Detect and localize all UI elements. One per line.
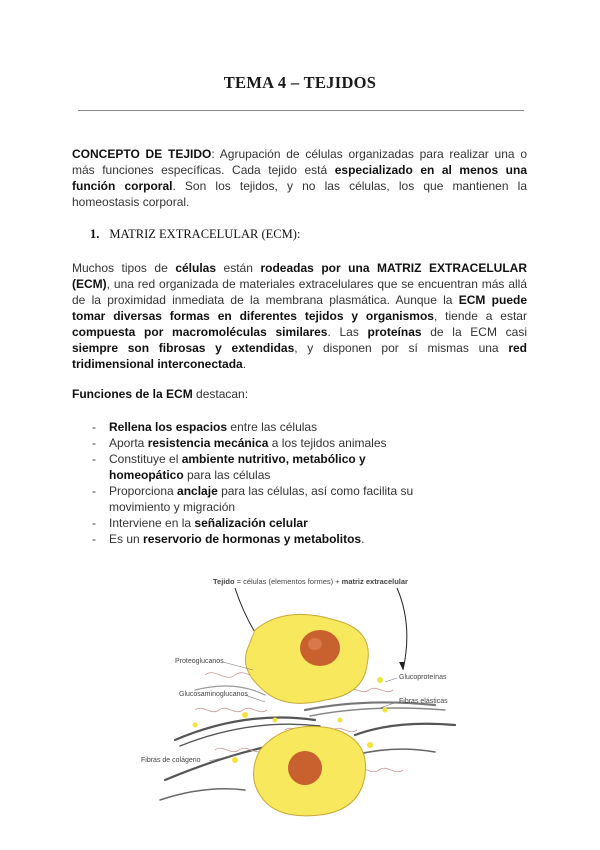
ecm-bold-2: rodeadas por una MATRIZ EXTRACELULAR (ECM) (72, 261, 528, 291)
list-item-pre: Constituye el (109, 452, 182, 466)
label-fibras-colageno: Fibras de colágeno (141, 757, 201, 764)
list-item-bold: Rellena los espacios (109, 420, 228, 434)
list-item-bold: anclaje (177, 484, 218, 498)
list-item-bold: resistencia mecánica (147, 436, 269, 450)
ecm-paragraph (72, 260, 527, 372)
tissue-diagram (135, 570, 465, 850)
ecm-text-8: . (242, 357, 247, 371)
list-item-post: entre las células (227, 420, 318, 434)
list-item-pre: Es un (109, 532, 144, 546)
ecm-text-5: . Las (327, 325, 368, 339)
ecm-bold-6: siempre son fibrosas y extendidas (72, 341, 295, 355)
concepto-term: CONCEPTO DE TEJIDO (72, 147, 212, 161)
list-item-pre: Aporta (109, 436, 148, 450)
ecm-bold-1: células (175, 261, 217, 275)
funciones-heading (72, 386, 527, 402)
list-item-post: para las células (183, 468, 271, 482)
concepto-text-2: . Son los tejidos, y no las células, los que mantienen la homeostasis corporal. (72, 179, 527, 209)
caption-bold-2: matriz extracelular (341, 577, 408, 586)
list-item-post: . (361, 532, 365, 546)
label-fibras-elasticas: Fibras elásticas (399, 698, 448, 705)
section-number: 1. (90, 227, 100, 241)
ecm-text-4: , tiende a estar (433, 309, 527, 323)
section-title: MATRIZ EXTRACELULAR (ECM): (109, 227, 301, 241)
list-item (92, 451, 422, 483)
ecm-text-2: están (216, 261, 261, 275)
list-item-bold: señalización celular (194, 516, 308, 530)
ecm-text-6: de la ECM casi (421, 325, 527, 339)
ecm-text-7: , y disponen por sí mismas una (294, 341, 509, 355)
concepto-bold-1: especializado en al menos una función corporal (72, 163, 527, 193)
list-item (92, 435, 422, 451)
ecm-figure (135, 570, 465, 850)
caption-bold-1: Tejido (213, 577, 235, 586)
funciones-list (92, 419, 422, 547)
caption-mid: = células (elementos formes) + (234, 577, 342, 586)
list-item (92, 483, 422, 515)
nucleolus-top (308, 638, 322, 650)
list-item-bold: ambiente nutritivo, metabólico y homeopático (109, 452, 366, 482)
label-glucosaminoglucanos: Glucosaminoglucanos (179, 691, 248, 698)
ecm-bold-5: proteínas (367, 325, 422, 339)
concepto-paragraph (72, 146, 527, 210)
section-heading-1 (90, 227, 300, 242)
ecm-text-3: , una red organizada de materiales extracelulares que se encuentran más allá de la proximidad inmediata de la membrana plasmática. Aunque la (72, 277, 527, 307)
label-proteoglucanos: Proteoglucanos (175, 658, 224, 665)
list-item-pre: Proporciona (109, 484, 178, 498)
ecm-bold-7: red tridimensional interconectada (72, 341, 527, 371)
ecm-bold-3: ECM puede tomar diversas formas en diferentes tejidos y organismos (72, 293, 527, 323)
list-item (92, 515, 422, 531)
list-item-post: para las células, así como facilita su movimiento y migración (109, 484, 414, 514)
label-glucoproteinas: Glucoproteínas (399, 674, 447, 681)
list-item-pre: Interviene en la (109, 516, 195, 530)
list-item-post: a los tejidos animales (268, 436, 387, 450)
page-title: TEMA 4 – TEJIDOS (223, 73, 377, 92)
list-item-bold: reservorio de hormonas y metabolitos (143, 532, 362, 546)
ecm-text-1: Muchos tipos de (72, 261, 176, 275)
list-item (92, 419, 422, 435)
funciones-bold: Funciones de la ECM (72, 387, 193, 401)
list-item (92, 531, 422, 547)
title-divider (78, 110, 524, 111)
concepto-text-1: : Agrupación de células organizadas para realizar una o más funciones específicas. Cada tejido está (72, 147, 527, 177)
arrow-matrix (397, 588, 407, 670)
ecm-bold-4: compuesta por macromoléculas similares (72, 325, 328, 339)
nucleus-bottom (288, 751, 322, 785)
funciones-text: destacan: (192, 387, 249, 401)
